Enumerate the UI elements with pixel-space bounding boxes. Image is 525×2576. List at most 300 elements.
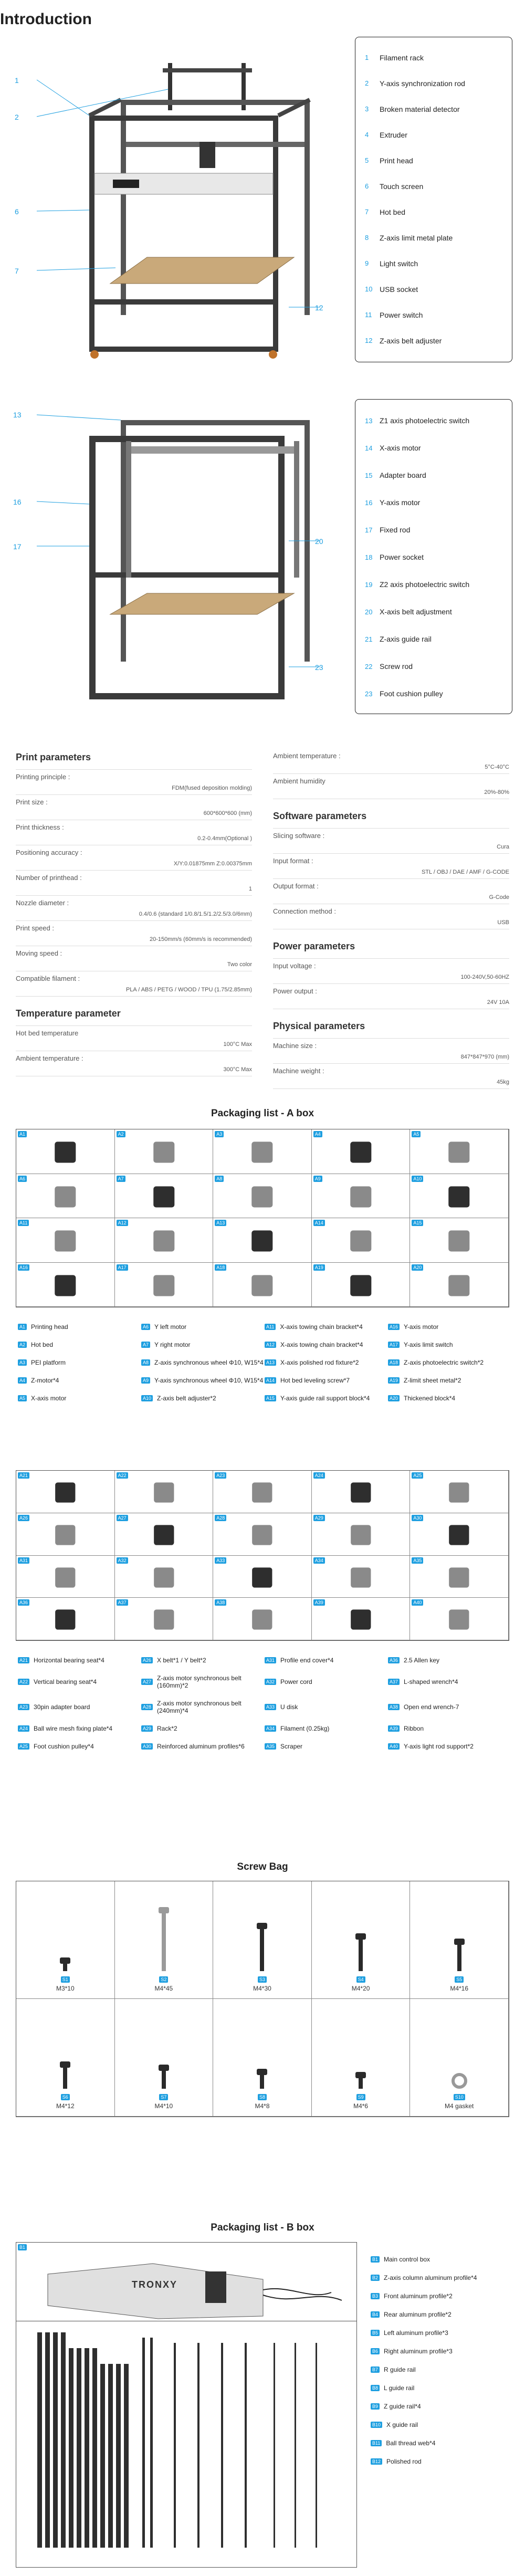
part-illustration	[213, 1598, 311, 1640]
part-tag: A9	[141, 1377, 150, 1384]
abox-legend	[18, 1323, 511, 1402]
screw-cell	[312, 1999, 411, 2117]
part-tag: A40	[412, 1599, 423, 1606]
part-tag: A25	[18, 1743, 29, 1750]
printer-front-illustration	[10, 37, 346, 362]
bbox-title: Packaging list - B box	[211, 2222, 314, 2233]
part-cell	[213, 1513, 312, 1556]
part-cell	[213, 1218, 312, 1263]
part-tag: A27	[117, 1515, 128, 1521]
legend-label: Z guide rail*4	[384, 2402, 421, 2410]
part-tag: A22	[18, 1679, 29, 1685]
part-tag: A23	[18, 1704, 29, 1710]
legend-item	[141, 1377, 265, 1384]
part-tag: B10	[371, 2422, 382, 2428]
part-cell	[16, 1218, 115, 1263]
part-tag: A38	[215, 1599, 226, 1606]
part-tag: A4	[313, 1131, 322, 1137]
part-tag: A32	[117, 1557, 128, 1564]
part-illustration	[16, 1471, 114, 1513]
legend-label: Rear aluminum profile*2	[384, 2310, 452, 2318]
legend-item	[371, 2434, 518, 2452]
part-illustration	[312, 1263, 410, 1307]
part-cell	[312, 1129, 411, 1174]
screw-icon	[148, 1903, 180, 1976]
param-row: Hot bed temperature 100°C Max	[16, 1026, 252, 1051]
callout-17: 17	[13, 542, 22, 551]
brand-logo: TRONXY	[132, 2279, 178, 2290]
part-tag: A20	[388, 1395, 400, 1401]
legend-label: R guide rail	[384, 2365, 416, 2373]
intro-section-1	[0, 37, 525, 373]
part-tag: A38	[388, 1704, 400, 1710]
software-params-heading: Software parameters	[273, 799, 509, 829]
part-tag: B2	[371, 2275, 380, 2281]
legend-item	[388, 1657, 511, 1664]
part-tag: A14	[313, 1220, 325, 1226]
part-cell	[16, 1513, 115, 1556]
part-tag: A18	[215, 1264, 226, 1271]
part-cell	[312, 1513, 411, 1556]
part-tag: B7	[371, 2366, 380, 2373]
legend-item	[371, 2323, 518, 2342]
legend-label: Y right motor	[154, 1341, 191, 1348]
part-tag: A18	[388, 1359, 400, 1366]
params-left-column	[16, 752, 252, 1076]
part-illustration	[16, 1129, 114, 1174]
part-tag: A26	[18, 1515, 29, 1521]
part-tag: B1	[371, 2256, 380, 2263]
part-cell	[213, 1556, 312, 1598]
part-cell	[410, 1471, 509, 1513]
legend-item	[388, 1700, 511, 1714]
part-illustration	[213, 1263, 311, 1307]
part-tag: A12	[117, 1220, 128, 1226]
part-illustration	[410, 1174, 508, 1218]
param-row: Moving speed : Two color	[16, 946, 252, 971]
legend-label: Hot bed leveling screw*7	[280, 1377, 350, 1384]
part-illustration	[312, 1513, 410, 1555]
list-item: 13 Z1 axis photoelectric switch	[365, 416, 470, 425]
main-control-box-illustration	[16, 2243, 356, 2321]
legend-label: Profile end cover*4	[280, 1657, 334, 1664]
legend-label: 30pin adapter board	[34, 1703, 90, 1711]
legend-item	[388, 1323, 511, 1331]
part-tag: A22	[117, 1472, 128, 1479]
legend-label: Ribbon	[404, 1725, 424, 1732]
part-tag: A34	[265, 1725, 276, 1732]
legend-label: Printing head	[31, 1323, 68, 1331]
screw-size: M3*10	[56, 1985, 75, 1992]
part-tag: A13	[215, 1220, 226, 1226]
part-tag: B6	[371, 2348, 380, 2354]
part-tag: A39	[313, 1599, 325, 1606]
screw-cell	[16, 1881, 115, 1999]
screw-size: M4*16	[450, 1985, 469, 1992]
legend-item	[265, 1700, 388, 1714]
legend-label: Right aluminum profile*3	[384, 2347, 453, 2355]
part-illustration	[115, 1513, 213, 1555]
screw-size: M4*10	[154, 2102, 173, 2110]
list-item: 20 X-axis belt adjustment	[365, 608, 452, 616]
callout-16: 16	[13, 498, 22, 506]
screw-size: M4*20	[351, 1985, 370, 1992]
part-tag: A29	[313, 1515, 325, 1521]
legend-label: Z-axis belt adjuster*2	[157, 1395, 216, 1402]
part-tag: A9	[313, 1176, 322, 1182]
part-cell	[312, 1471, 411, 1513]
legend-item	[265, 1657, 388, 1664]
physical-params-heading: Physical parameters	[273, 1009, 509, 1039]
part-cell	[410, 1513, 509, 1556]
legend-item	[18, 1743, 141, 1750]
part-cell	[312, 1174, 411, 1219]
part-illustration	[16, 1174, 114, 1218]
legend-item	[141, 1700, 265, 1714]
legend-label: Power cord	[280, 1678, 312, 1685]
params-right-column	[273, 752, 509, 1089]
legend-label: X-axis towing chain bracket*4	[280, 1323, 363, 1331]
param-row: Input voltage : 100-240V,50-60HZ	[273, 959, 509, 984]
list-item: 6 Touch screen	[365, 182, 424, 191]
part-tag: A1	[18, 1324, 27, 1330]
legend-label: Hot bed	[31, 1341, 54, 1348]
legend-item	[371, 2342, 518, 2360]
part-tag: A19	[313, 1264, 325, 1271]
legend-item	[18, 1725, 141, 1732]
printer-frame-illustration	[10, 399, 346, 714]
legend-label: Y-axis limit switch	[404, 1341, 453, 1348]
list-item: 4 Extruder	[365, 130, 407, 139]
legend-item	[265, 1674, 388, 1689]
part-tag: A1	[18, 1131, 27, 1137]
part-tag: A6	[141, 1324, 150, 1330]
legend-item	[265, 1359, 388, 1366]
param-row: Slicing software : Cura	[273, 829, 509, 854]
screw-icon	[444, 1903, 475, 1976]
part-illustration	[16, 1556, 114, 1598]
list-item: 14 X-axis motor	[365, 444, 421, 452]
part-illustration	[213, 1129, 311, 1174]
intro-part-list-2	[355, 399, 512, 714]
part-cell	[410, 1129, 509, 1174]
part-tag: A37	[117, 1599, 128, 1606]
part-tag: A4	[18, 1377, 27, 1384]
legend-item	[141, 1395, 265, 1402]
part-illustration	[115, 1263, 213, 1307]
legend-item	[18, 1341, 141, 1348]
legend-item	[141, 1743, 265, 1750]
legend-label: U disk	[280, 1703, 298, 1711]
list-item: 11 Power switch	[365, 310, 423, 319]
legend-label: Z-axis column aluminum profile*4	[384, 2274, 477, 2281]
legend-label: Reinforced aluminum profiles*6	[157, 1743, 245, 1750]
legend-item	[388, 1725, 511, 1732]
part-tag: A28	[141, 1704, 153, 1710]
part-tag: A32	[265, 1679, 276, 1685]
callout-13: 13	[13, 411, 22, 419]
part-tag: A35	[412, 1557, 423, 1564]
legend-label: Z-axis motor synchronous belt (160mm)*2	[157, 1674, 242, 1689]
part-cell	[213, 1129, 312, 1174]
part-tag: A39	[388, 1725, 400, 1732]
legend-item	[141, 1725, 265, 1732]
part-illustration	[115, 1471, 213, 1513]
part-tag: B5	[371, 2330, 380, 2336]
part-cell	[16, 1174, 115, 1219]
legend-item	[265, 1725, 388, 1732]
part-tag: A24	[313, 1472, 325, 1479]
screw-tag: S1	[61, 1976, 70, 1983]
part-tag: A11	[18, 1220, 29, 1226]
part-illustration	[115, 1556, 213, 1598]
part-illustration	[312, 1556, 410, 1598]
screw-icon	[246, 1903, 278, 1976]
part-tag: B3	[371, 2293, 380, 2299]
part-tag: A28	[215, 1515, 226, 1521]
part-illustration	[213, 1471, 311, 1513]
legend-item	[371, 2379, 518, 2397]
legend-item	[18, 1377, 141, 1384]
legend-label: Y-axis synchronous wheel Φ10, W15*4	[154, 1377, 264, 1384]
part-tag: A40	[388, 1743, 400, 1750]
parameters-section	[16, 752, 509, 1088]
part-tag: A29	[141, 1725, 153, 1732]
part-tag: A30	[412, 1515, 423, 1521]
list-item: 22 Screw rod	[365, 662, 413, 671]
abox-title: Packaging list - A box	[211, 1108, 314, 1119]
abox-parts-grid	[16, 1129, 509, 1307]
part-tag: A36	[18, 1599, 29, 1606]
part-tag: A2	[117, 1131, 125, 1137]
list-item: 19 Z2 axis photoelectric switch	[365, 580, 470, 589]
legend-label: Z-motor*4	[31, 1377, 59, 1384]
legend-label: Z-axis photoelectric switch*2	[404, 1359, 484, 1366]
param-row: Ambient temperature : 5°C-40°C	[273, 752, 509, 774]
param-row: Output format : G-Code	[273, 879, 509, 904]
legend-label: Z-axis synchronous wheel Φ10, W15*4	[154, 1359, 264, 1366]
legend-item	[371, 2415, 518, 2434]
list-item: 21 Z-axis guide rail	[365, 635, 432, 643]
screw-tag: S8	[258, 2094, 267, 2100]
screw-size: M4*45	[154, 1985, 173, 1992]
legend-item	[265, 1377, 388, 1384]
profiles-rails-illustration	[16, 2322, 356, 2566]
part-tag: A23	[215, 1472, 226, 1479]
screw-size: M4*6	[353, 2102, 369, 2110]
part-tag: A20	[412, 1264, 423, 1271]
legend-item	[141, 1341, 265, 1348]
part-tag: A13	[265, 1359, 276, 1366]
list-item: 7 Hot bed	[365, 207, 406, 216]
screw-bag-grid	[16, 1881, 509, 2117]
param-row: Input format : STL / OBJ / DAE / AMF / G-CODE	[273, 854, 509, 879]
legend-item	[141, 1323, 265, 1331]
part-tag: A5	[412, 1131, 421, 1137]
legend-label: Y-axis light rod support*2	[404, 1743, 474, 1750]
part-tag: A21	[18, 1472, 29, 1479]
legend-label: Open end wrench-7	[404, 1703, 459, 1711]
abox-parts-grid-2	[16, 1470, 509, 1641]
legend-item	[388, 1377, 511, 1384]
screw-tag: S9	[356, 2094, 365, 2100]
legend-label: Foot cushion pulley*4	[34, 1743, 94, 1750]
part-illustration	[213, 1513, 311, 1555]
legend-item	[388, 1743, 511, 1750]
part-illustration	[16, 1218, 114, 1262]
param-row: Nozzle diameter : 0.4/0.6 (standard 1/0.8/1.5/1.2/2.5/3.0/6mm)	[16, 896, 252, 921]
list-item: 18 Power socket	[365, 553, 424, 561]
legend-label: 2.5 Allen key	[404, 1657, 440, 1664]
legend-label: Rack*2	[157, 1725, 177, 1732]
legend-label: L-shaped wrench*4	[404, 1678, 458, 1685]
part-tag: A16	[18, 1264, 29, 1271]
part-cell	[115, 1129, 214, 1174]
list-item: 5 Print head	[365, 156, 413, 165]
part-tag: A7	[117, 1176, 125, 1182]
list-item: 16 Y-axis motor	[365, 498, 421, 507]
part-tag: B9	[371, 2403, 380, 2410]
part-cell	[115, 1598, 214, 1640]
param-row: Ambient humidity 20%-80%	[273, 774, 509, 799]
part-tag: A5	[18, 1395, 27, 1401]
callout-6: 6	[15, 207, 19, 216]
part-illustration	[312, 1471, 410, 1513]
part-cell	[410, 1218, 509, 1263]
legend-label: X guide rail	[386, 2421, 418, 2428]
part-tag: A37	[388, 1679, 400, 1685]
part-tag: A15	[265, 1395, 276, 1401]
part-cell	[410, 1556, 509, 1598]
part-tag: A31	[265, 1657, 276, 1663]
legend-label: X-axis towing chain bracket*4	[280, 1341, 363, 1348]
screw-tag: S4	[356, 1976, 365, 1983]
part-tag: A8	[215, 1176, 224, 1182]
part-illustration	[410, 1129, 508, 1174]
param-row: Positioning accuracy : X/Y:0.01875mm Z:0.00375mm	[16, 845, 252, 871]
abox-legend-2	[18, 1657, 511, 1750]
screw-cell	[213, 1881, 312, 1999]
legend-item	[18, 1323, 141, 1331]
legend-item	[265, 1743, 388, 1750]
legend-item	[371, 2397, 518, 2415]
list-item: 8 Z-axis limit metal plate	[365, 233, 453, 242]
part-tag: A25	[412, 1472, 423, 1479]
part-tag: A10	[141, 1395, 153, 1401]
temp-params-heading: Temperature parameter	[16, 997, 252, 1026]
part-cell	[115, 1218, 214, 1263]
screw-icon	[49, 2020, 81, 2094]
part-tag: A31	[18, 1557, 29, 1564]
part-illustration	[312, 1218, 410, 1262]
param-row: Number of printhead : 1	[16, 871, 252, 896]
param-row: Print speed : 20-150mm/s (60mm/s is recommended)	[16, 921, 252, 946]
legend-label: L guide rail	[384, 2384, 415, 2392]
part-cell	[16, 1471, 115, 1513]
part-cell	[16, 1556, 115, 1598]
list-item: 1 Filament rack	[365, 53, 424, 62]
legend-item	[18, 1674, 141, 1689]
legend-item	[371, 2452, 518, 2470]
part-illustration	[410, 1598, 508, 1640]
part-cell	[115, 1556, 214, 1598]
part-tag: A21	[18, 1657, 29, 1663]
list-item: 12 Z-axis belt adjuster	[365, 336, 442, 345]
legend-label: Filament (0.25kg)	[280, 1725, 330, 1732]
part-illustration	[115, 1174, 213, 1218]
legend-label: Front aluminum profile*2	[384, 2292, 453, 2300]
param-row: Print thickness : 0.2-0.4mm(Optional )	[16, 820, 252, 845]
callout-7: 7	[15, 267, 19, 275]
part-tag: A33	[215, 1557, 226, 1564]
part-tag: A15	[412, 1220, 423, 1226]
screw-size: M4*8	[255, 2102, 270, 2110]
bbox-control-box-cell	[16, 2243, 356, 2321]
part-tag: A19	[388, 1377, 400, 1384]
list-item: 2 Y-axis synchronization rod	[365, 79, 465, 88]
legend-label: Z-limit sheet metal*2	[404, 1377, 461, 1384]
power-params-heading: Power parameters	[273, 929, 509, 959]
param-row: Compatible filament : PLA / ABS / PETG / WOOD / TPU (1.75/2.85mm)	[16, 971, 252, 997]
part-tag: B11	[371, 2440, 382, 2446]
legend-label: Scraper	[280, 1743, 303, 1750]
legend-item	[265, 1323, 388, 1331]
param-row: Printing principle : FDM(fused deposition molding)	[16, 770, 252, 795]
legend-item	[18, 1657, 141, 1664]
part-cell	[16, 1598, 115, 1640]
legend-item	[265, 1395, 388, 1402]
print-params-heading: Print parameters	[16, 752, 252, 770]
screw-cell	[312, 1881, 411, 1999]
screw-tag: S2	[159, 1976, 168, 1983]
legend-item	[371, 2250, 518, 2268]
part-tag: A35	[265, 1743, 276, 1750]
legend-item	[18, 1395, 141, 1402]
callout-1: 1	[15, 76, 19, 85]
part-tag: A33	[265, 1704, 276, 1710]
list-item: 3 Broken material detector	[365, 104, 460, 113]
part-tag: A17	[117, 1264, 128, 1271]
legend-label: Y-axis guide rail support block*4	[280, 1395, 370, 1402]
legend-item	[388, 1395, 511, 1402]
part-tag: A36	[388, 1657, 400, 1663]
part-tag: A2	[18, 1342, 27, 1348]
part-cell	[115, 1263, 214, 1307]
legend-label: Y-axis motor	[404, 1323, 439, 1331]
param-row: Machine weight : 45kg	[273, 1064, 509, 1089]
legend-label: Main control box	[384, 2255, 430, 2263]
part-tag: A30	[141, 1743, 153, 1750]
param-row: Print size : 600*600*600 (mm)	[16, 795, 252, 820]
part-tag: A24	[18, 1725, 29, 1732]
part-illustration	[410, 1556, 508, 1598]
screw-cell	[213, 1999, 312, 2117]
screw-tag: S5	[455, 1976, 464, 1983]
part-tag: A14	[265, 1377, 276, 1384]
legend-label: X belt*1 / Y belt*2	[157, 1657, 206, 1664]
part-illustration	[16, 1263, 114, 1307]
part-cell	[312, 1556, 411, 1598]
legend-item	[265, 1341, 388, 1348]
screw-icon	[246, 2020, 278, 2094]
part-cell	[213, 1471, 312, 1513]
list-item: 23 Foot cushion pulley	[365, 689, 443, 698]
list-item: 15 Adapter board	[365, 471, 426, 479]
part-illustration	[115, 1598, 213, 1640]
legend-label: Left aluminum profile*3	[384, 2329, 448, 2337]
legend-label: Y left motor	[154, 1323, 187, 1331]
legend-label: Z-axis motor synchronous belt (240mm)*4	[157, 1700, 242, 1714]
